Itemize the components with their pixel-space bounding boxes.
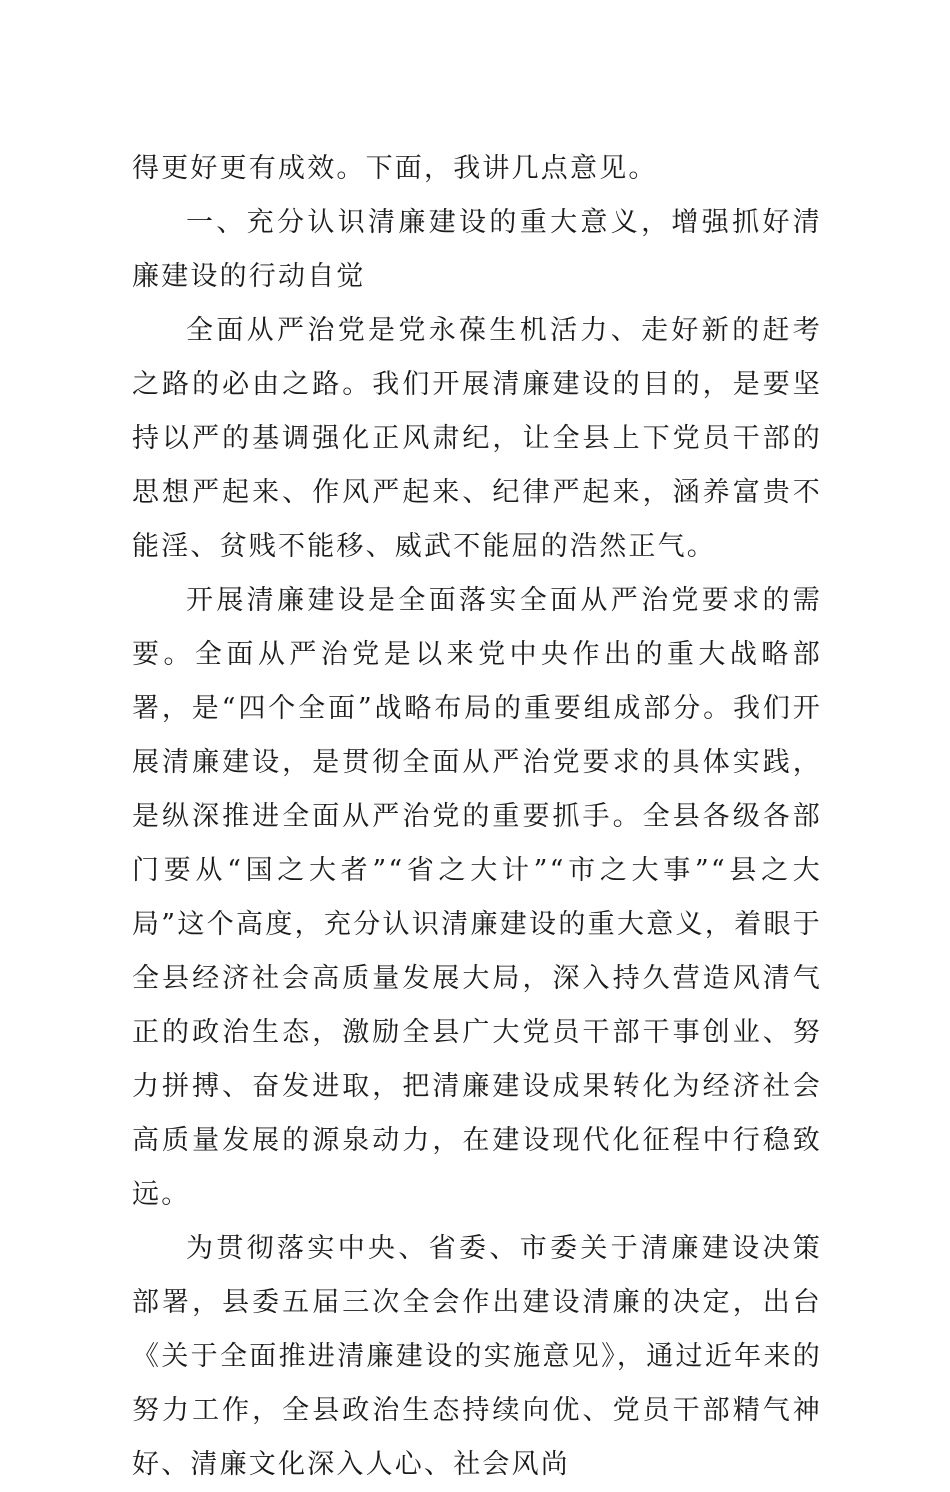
paragraph: 为贯彻落实中央、省委、市委关于清廉建设决策部署，县委五届三次全会作出建设清廉的决定，出台《关于全面推进清廉建设的实施意见》，通过近年来的努力工作，全县政治生态持续向优、党员干部精气神好、清廉文化深入人心、社会风尚: [132, 1233, 822, 1480]
paragraph: 全面从严治党是党永葆生机活力、走好新的赶考之路的必由之路。我们开展清廉建设的目的，是要坚持以严的基调强化正风肃纪，让全县上下党员干部的思想严起来、作风严起来、纪律严起来，涵养富贵不能淫、贫贱不能移、威武不能屈的浩然正气。: [132, 315, 822, 562]
paragraph: 开展清廉建设是全面落实全面从严治党要求的需要。全面从严治党是以来党中央作出的重大战略部署，是“四个全面”战略布局的重要组成部分。我们开展清廉建设，是贯彻全面从严治党要求的具体实践，是纵深推进全面从严治党的重要抓手。全县各级各部门要从“国之大者”“省之大计”“市之大事”“县之大局”这个高度，充分认识清廉建设的重大意义，着眼于全县经济社会高质量发展大局，深入持久营造风清气正的政治生态，激励全县广大党员干部干事创业、努力拼搏、奋发进取，把清廉建设成果转化为经济社会高质量发展的源泉动力，在建设现代化征程中行稳致远。: [132, 585, 822, 1210]
section-heading: 一、充分认识清廉建设的重大意义，增强抓好清廉建设的行动自觉: [132, 207, 822, 292]
paragraph-continuation: 得更好更有成效。下面，我讲几点意见。: [132, 153, 658, 184]
document-body: [132, 142, 822, 1492]
